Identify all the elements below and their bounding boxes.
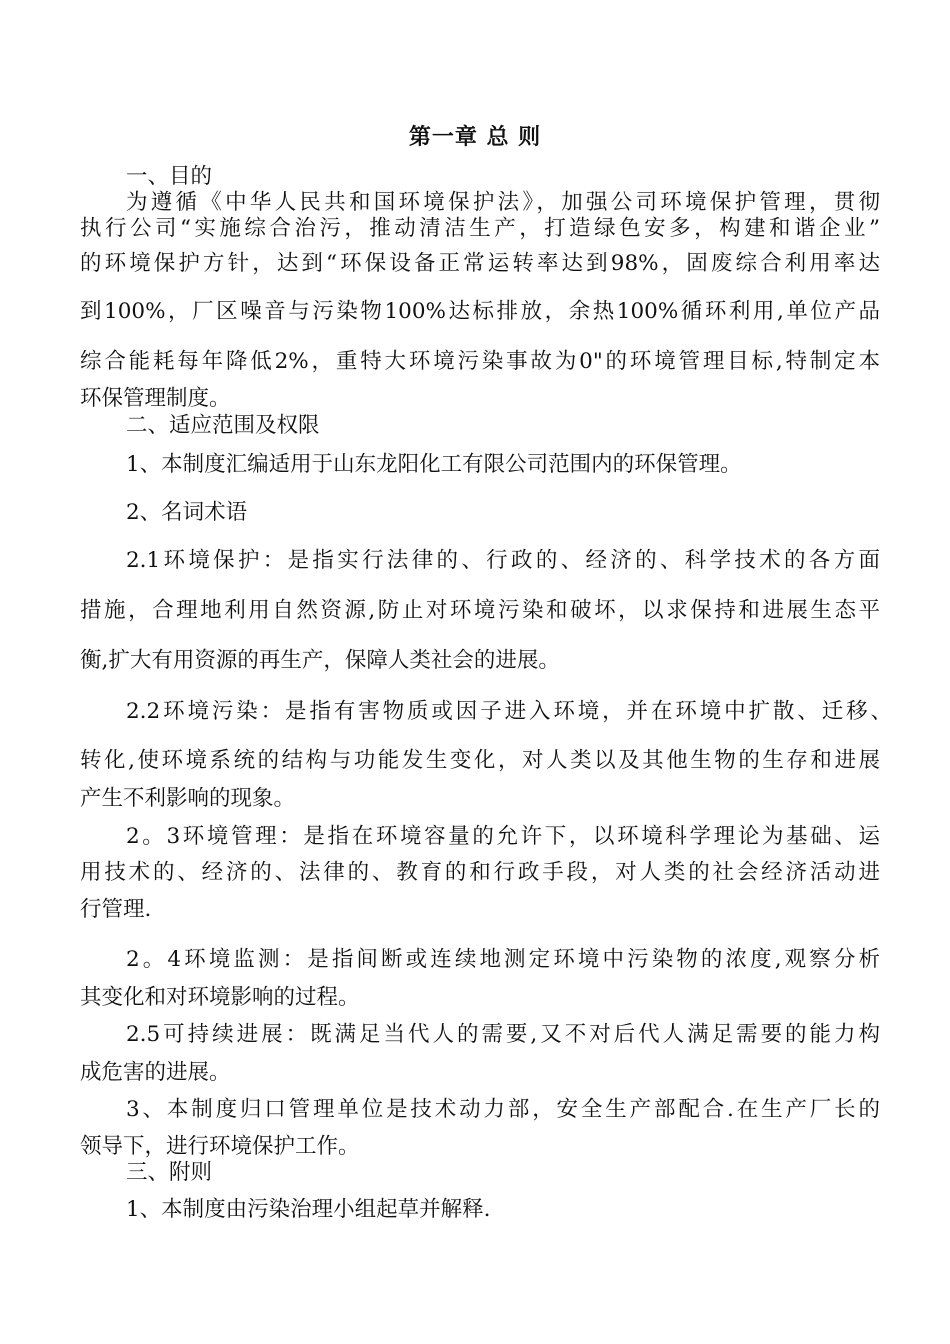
- text-line: 2。4环境监测：是指间断或连续地测定环境中污染物的浓度,观察分析: [126, 947, 880, 972]
- text-line: 2。3环境管理：是指在环境容量的允许下，以环境科学理论为基础、运: [126, 824, 880, 849]
- text-line: 领导下，进行环境保护工作。: [80, 1134, 360, 1159]
- text-line: 2.5可持续进展：既满足当代人的需要,又不对后代人满足需要的能力构: [126, 1022, 880, 1047]
- heading-purpose: 一、目的: [126, 164, 213, 189]
- text-line: 综合能耗每年降低2%，重特大环境污染事故为0"的环境管理目标,特制定本: [80, 349, 880, 374]
- text-line: 执行公司“实施综合治污，推动清洁生产，打造绿色安多，构建和谐企业”: [80, 216, 880, 241]
- text-line: 措施，合理地利用自然资源,防止对环境污染和破坏，以求保持和进展生态平: [80, 598, 880, 623]
- text-line: 的环境保护方针，达到“环保设备正常运转率达到98%，固废综合利用率达: [80, 251, 880, 276]
- text-line: 2.1环境保护：是指实行法律的、行政的、经济的、科学技术的各方面: [126, 548, 880, 573]
- text-line: 3、本制度归口管理单位是技术动力部，安全生产部配合.在生产厂长的: [126, 1097, 880, 1122]
- chapter-title: 第一章 总 则: [408, 125, 542, 150]
- text-line: 产生不利影响的现象。: [80, 786, 296, 811]
- heading-appendix: 三、附则: [126, 1160, 213, 1185]
- text-line: 1、本制度由污染治理小组起草并解释.: [126, 1197, 491, 1222]
- text-line: 为遵循《中华人民共和国环境保护法》，加强公司环境保护管理，贯彻: [126, 190, 880, 215]
- text-line: 1、本制度汇编适用于山东龙阳化工有限公司范围内的环保管理。: [126, 452, 742, 477]
- text-line: 到100%，厂区噪音与污染物100%达标排放，余热100%循环利用,单位产品: [80, 299, 880, 324]
- text-line: 行管理.: [80, 897, 152, 922]
- text-line: 环保管理制度。: [80, 386, 231, 411]
- text-line: 转化,使环境系统的结构与功能发生变化，对人类以及其他生物的生存和进展: [80, 748, 880, 773]
- text-line: 用技术的、经济的、法律的、教育的和行政手段，对人类的社会经济活动进: [80, 860, 880, 885]
- text-line: 成危害的进展。: [80, 1060, 231, 1085]
- heading-terms: 2、名词术语: [126, 500, 248, 525]
- text-line: 2.2环境污染：是指有害物质或因子进入环境，并在环境中扩散、迁移、: [126, 699, 892, 724]
- text-line: 其变化和对环境影响的过程。: [80, 985, 360, 1010]
- text-line: 衡,扩大有用资源的再生产，保障人类社会的进展。: [80, 648, 560, 673]
- heading-scope: 二、适应范围及权限: [126, 413, 320, 438]
